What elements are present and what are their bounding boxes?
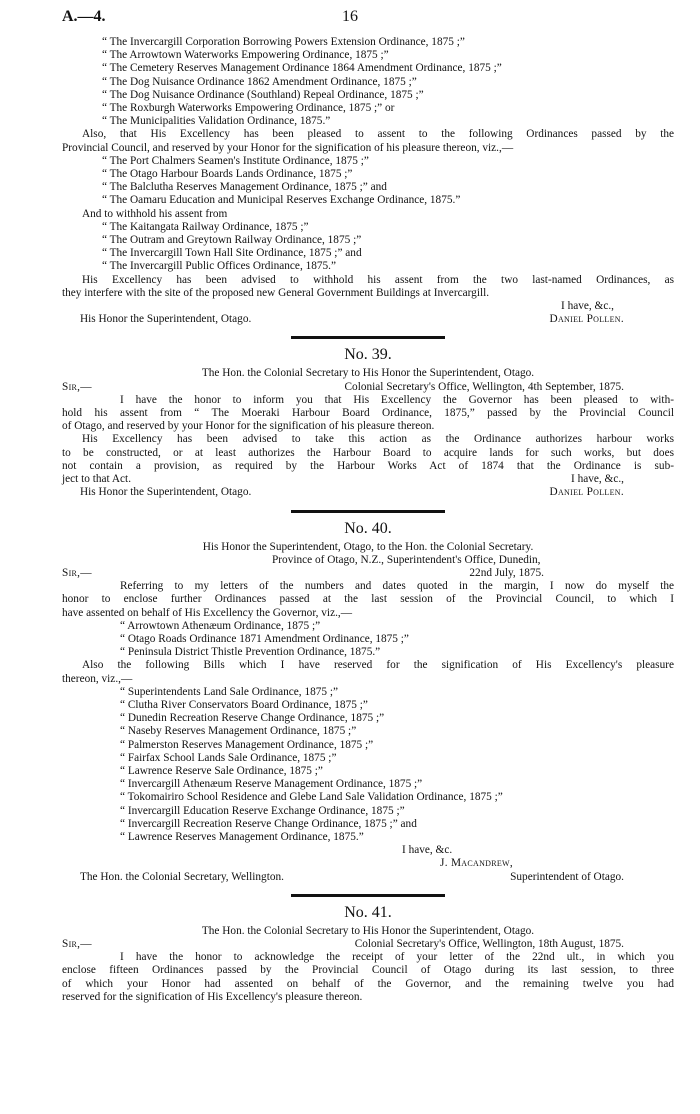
list-item: “ Lawrence Reserves Management Ordinance, 1875.” <box>120 830 364 843</box>
paragraph-line: Provincial Council, and reserved by your Honor for the signification of his pleasure thereon, viz.,— <box>62 141 514 154</box>
signature-row <box>62 313 674 326</box>
paragraph-line: of Otago, and reserved by your Honor for the signification of his pleasure thereon. <box>62 420 435 433</box>
letter-heading: The Hon. the Colonial Secretary to His Honor the Superintendent, Otago. <box>201 924 535 937</box>
list-item: “ The Outram and Greytown Railway Ordinance, 1875 ;” <box>102 234 362 247</box>
office-date: Colonial Secretary's Office, Wellington, 18th August, 1875. <box>354 937 624 950</box>
letter-number: No. 41. <box>344 903 392 921</box>
office-place: Province of Otago, N.Z., Superintendent's Office, Dunedin, <box>272 553 541 566</box>
page-number: 16 <box>342 8 358 25</box>
paragraph-line: I have the honor to acknowledge the receipt of your letter of the 22nd ult., in which you <box>120 951 674 964</box>
list-item: “ The Dog Nuisance Ordinance 1862 Amendment Ordinance, 1875 ;” <box>102 75 417 88</box>
letter-heading: His Honor the Superintendent, Otago, to the Hon. the Colonial Secretary. <box>202 540 534 553</box>
assented-ordinances-list <box>62 620 674 660</box>
document-body <box>62 36 674 1004</box>
paragraph-line: not contain a provision, as required by the Harbour Works Act of 1874 that the Ordinance is sub- <box>62 459 674 472</box>
office-date: Colonial Secretary's Office, Wellington, 4th September, 1875. <box>344 380 624 393</box>
list-item: “ Invercargill Athenæum Reserve Management Ordinance, 1875 ;” <box>120 778 423 791</box>
letter-number: No. 40. <box>344 519 392 537</box>
list-item: “ The Invercargill Town Hall Site Ordinance, 1875 ;” and <box>102 247 362 260</box>
list-item: “ The Cemetery Reserves Management Ordinance 1864 Amendment Ordinance, 1875 ;” <box>102 62 502 75</box>
ordinance-list-3 <box>62 221 674 274</box>
list-item: “ The Invercargill Public Offices Ordinance, 1875.” <box>102 260 337 273</box>
document-reference: A.—4. <box>62 8 106 25</box>
paragraph-line: Also the following Bills which I have reserved for the signification of His Excellency's pleasure <box>82 659 674 672</box>
list-item: “ Lawrence Reserve Sale Ordinance, 1875 ;” <box>120 764 323 777</box>
paragraph-line: have assented on behalf of His Excellency the Governor, viz.,— <box>62 606 353 619</box>
letter-number: No. 39. <box>344 346 392 364</box>
letter-heading: The Hon. the Colonial Secretary to His Honor the Superintendent, Otago. <box>201 367 535 380</box>
paragraph-line: And to withhold his assent from <box>82 207 228 220</box>
signature-row <box>62 486 674 499</box>
reserved-bills-list <box>62 686 674 844</box>
signature: Daniel Pollen. <box>549 313 624 326</box>
section-separator <box>291 510 445 513</box>
section-separator <box>291 894 445 897</box>
ordinance-list-1 <box>62 36 674 128</box>
list-item: “ The Arrowtown Waterworks Empowering Ordinance, 1875 ;” <box>102 49 389 62</box>
paragraph-line: to be constructed, or at least authorizes the Harbour Board to acquire lands for such works, but does <box>62 446 674 459</box>
signature: Daniel Pollen. <box>549 486 624 499</box>
paragraph-line: they interfere with the site of the proposed new General Government Buildings at Invercargill. <box>62 286 490 299</box>
list-item: “ The Municipalities Validation Ordinance, 1875.” <box>102 115 331 128</box>
list-item: “ The Dog Nuisance Ordinance (Southland) Repeal Ordinance, 1875 ;” <box>102 88 424 101</box>
list-item: “ Tokomairiro School Residence and Glebe Land Sale Validation Ordinance, 1875 ;” <box>120 791 503 804</box>
closing: I have, &c. <box>402 844 453 857</box>
signatory-title: Superintendent of Otago. <box>510 870 624 883</box>
list-item: “ Peninsula District Thistle Prevention Ordinance, 1875.” <box>120 646 381 659</box>
paragraph-line: hold his assent from “ The Moeraki Harbour Board Ordinance, 1875,” passed by the Provincial Council <box>62 407 674 420</box>
list-item: “ The Invercargill Corporation Borrowing Powers Extension Ordinance, 1875 ;” <box>102 36 465 48</box>
list-item: “ The Balclutha Reserves Management Ordinance, 1875 ;” and <box>102 181 387 194</box>
paragraph-line: His Excellency has been advised to take this action as the Ordinance authorizes harbour works <box>82 433 674 446</box>
list-item: “ The Kaitangata Railway Ordinance, 1875 ;” <box>102 220 309 233</box>
list-item: “ Arrowtown Athenæum Ordinance, 1875 ;” <box>120 619 321 632</box>
list-item: “ Superintendents Land Sale Ordinance, 1875 ;” <box>120 685 339 698</box>
paragraph-line: Referring to my letters of the numbers and dates quoted in the margin, I now do myself the <box>120 580 674 593</box>
list-item: “ Naseby Reserves Management Ordinance, 1875 ;” <box>120 725 357 738</box>
addressee: The Hon. the Colonial Secretary, Wellington. <box>80 870 284 883</box>
salutation-row <box>62 567 674 580</box>
salutation: Sir,— <box>62 937 92 950</box>
paragraph-line: I have the honor to inform you that His Excellency the Governor has been pleased to with- <box>120 393 674 406</box>
salutation-row <box>62 381 674 394</box>
salutation: Sir,— <box>62 380 92 393</box>
list-item: “ Fairfax School Lands Sale Ordinance, 1875 ;” <box>120 751 337 764</box>
paragraph-line: ject to that Act. <box>62 473 132 486</box>
closing: I have, &c., <box>560 300 614 313</box>
list-item: “ The Otago Harbour Boards Lands Ordinance, 1875 ;” <box>102 168 353 181</box>
closing-row <box>62 473 674 486</box>
list-item: “ The Port Chalmers Seamen's Institute Ordinance, 1875 ;” <box>102 154 369 167</box>
paragraph-line: thereon, viz.,— <box>62 672 133 685</box>
list-item: “ Dunedin Recreation Reserve Change Ordinance, 1875 ;” <box>120 712 385 725</box>
salutation-row <box>62 938 674 951</box>
list-item: “ Invercargill Recreation Reserve Change Ordinance, 1875 ;” and <box>120 817 417 830</box>
paragraph-line: enclose fifteen Ordinances passed by the Provincial Council of Otago during its last session, to three <box>62 964 674 977</box>
list-item: “ Palmerston Reserves Management Ordinance, 1875 ;” <box>120 738 374 751</box>
addressee: His Honor the Superintendent, Otago. <box>80 313 252 326</box>
list-item: “ The Oamaru Education and Municipal Reserves Exchange Ordinance, 1875.” <box>102 194 461 207</box>
section-separator <box>291 336 445 339</box>
closing: I have, &c., <box>570 473 624 486</box>
salutation: Sir,— <box>62 566 92 579</box>
list-item: “ Clutha River Conservators Board Ordinance, 1875 ;” <box>120 698 368 711</box>
list-item: “ The Roxburgh Waterworks Empowering Ordinance, 1875 ;” or <box>102 102 395 115</box>
signature: J. Macandrew, <box>440 857 514 870</box>
addressee: His Honor the Superintendent, Otago. <box>80 486 252 499</box>
list-item: “ Invercargill Education Reserve Exchange Ordinance, 1875 ;” <box>120 804 405 817</box>
signature-row <box>62 871 674 884</box>
list-item: “ Otago Roads Ordinance 1871 Amendment Ordinance, 1875 ;” <box>120 632 409 645</box>
paragraph-line: Also, that His Excellency has been pleased to assent to the following Ordinances passed by the <box>82 128 674 141</box>
paragraph-line: of which your Honor had assented on behalf of the Governor, and the remaining twelve you had <box>62 977 674 990</box>
paragraph-line: honor to enclose further Ordinances passed at the last session of the Provincial Council, to which I <box>62 593 674 606</box>
letter-date: 22nd July, 1875. <box>469 566 544 579</box>
paragraph-line: reserved for the signification of His Excellency's pleasure thereon. <box>62 990 363 1003</box>
ordinance-list-2 <box>62 155 674 208</box>
paragraph-line: His Excellency has been advised to withhold his assent from the two last-named Ordinances, as <box>82 273 674 286</box>
